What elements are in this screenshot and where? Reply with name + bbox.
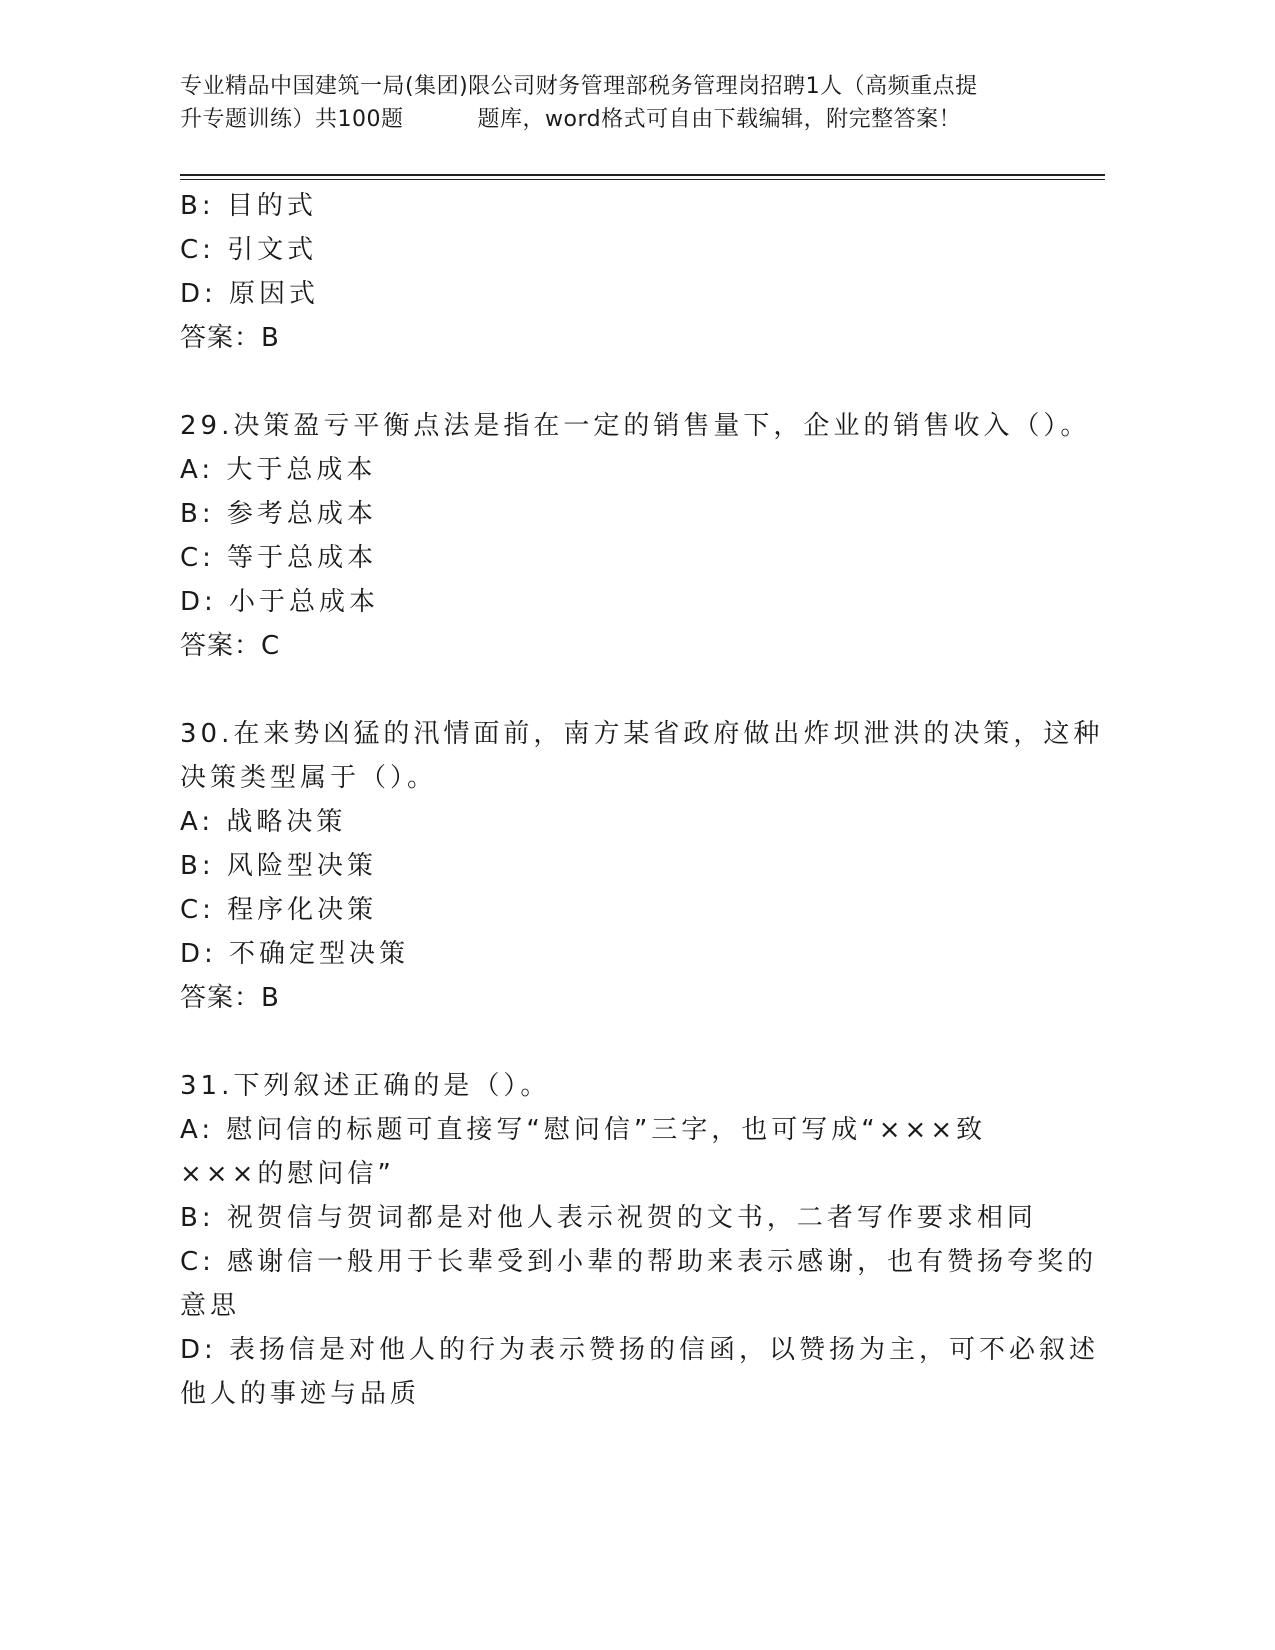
spacer bbox=[180, 1020, 1060, 1064]
q29-option-a: A: 大于总成本 bbox=[180, 455, 377, 485]
q31-option-a-line-2: ×××的慰问信” bbox=[180, 1159, 395, 1189]
q29-option-b: B: 参考总成本 bbox=[180, 499, 377, 529]
q31-option-c-line-2: 意思 bbox=[180, 1291, 241, 1321]
spacer bbox=[180, 360, 1060, 404]
header-line-1: 专业精品中国建筑一局(集团)限公司财务管理部税务管理岗招聘1人（高频重点提 bbox=[180, 74, 978, 99]
q30-option-c: C: 程序化决策 bbox=[180, 895, 378, 925]
q31-option-d-line-1: D: 表扬信是对他人的行为表示赞扬的信函，以赞扬为主，可不必叙述 bbox=[180, 1335, 1100, 1365]
header-line-2 bbox=[180, 103, 1100, 136]
q31-question: 31.下列叙述正确的是（）。 bbox=[180, 1071, 551, 1101]
q29-option-c: C: 等于总成本 bbox=[180, 543, 378, 573]
document-header bbox=[180, 70, 1100, 136]
q31-option-b: B: 祝贺信与贺词都是对他人表示祝贺的文书，二者写作要求相同 bbox=[180, 1203, 1037, 1233]
q28-answer: 答案：B bbox=[180, 323, 280, 353]
q29-option-d: D: 小于总成本 bbox=[180, 587, 380, 617]
q30-option-a: A: 战略决策 bbox=[180, 807, 347, 837]
header-divider-thick bbox=[180, 174, 1105, 176]
q30-question-line-1: 30.在来势凶猛的汛情面前，南方某省政府做出炸坝泄洪的决策，这种 bbox=[180, 719, 1104, 749]
q30-question-line-2: 决策类型属于（）。 bbox=[180, 763, 438, 793]
q28-option-b: B: 目的式 bbox=[180, 191, 317, 221]
q30-answer: 答案：B bbox=[180, 983, 280, 1013]
q31-option-d-line-2: 他人的事迹与品质 bbox=[180, 1379, 421, 1409]
header-divider-thin bbox=[180, 179, 1105, 180]
question-list bbox=[180, 184, 1104, 1416]
q30-option-b: B: 风险型决策 bbox=[180, 851, 377, 881]
spacer bbox=[180, 668, 1060, 712]
header-line-2-right: 题库，word格式可自由下载编辑，附完整答案！ bbox=[477, 107, 962, 132]
q31-option-c-line-1: C: 感谢信一般用于长辈受到小辈的帮助来表示感谢，也有赞扬夸奖的 bbox=[180, 1247, 1098, 1277]
header-line-2-left: 升专题训练）共100题 bbox=[180, 107, 404, 132]
q29-answer: 答案：C bbox=[180, 631, 281, 661]
q28-option-d: D: 原因式 bbox=[180, 279, 320, 309]
q31-option-a-line-1: A: 慰问信的标题可直接写“慰问信”三字，也可写成“×××致 bbox=[180, 1115, 987, 1145]
q28-option-c: C: 引文式 bbox=[180, 235, 318, 265]
q29-question: 29.决策盈亏平衡点法是指在一定的销售量下，企业的销售收入（）。 bbox=[180, 411, 1091, 441]
q30-option-d: D: 不确定型决策 bbox=[180, 939, 410, 969]
